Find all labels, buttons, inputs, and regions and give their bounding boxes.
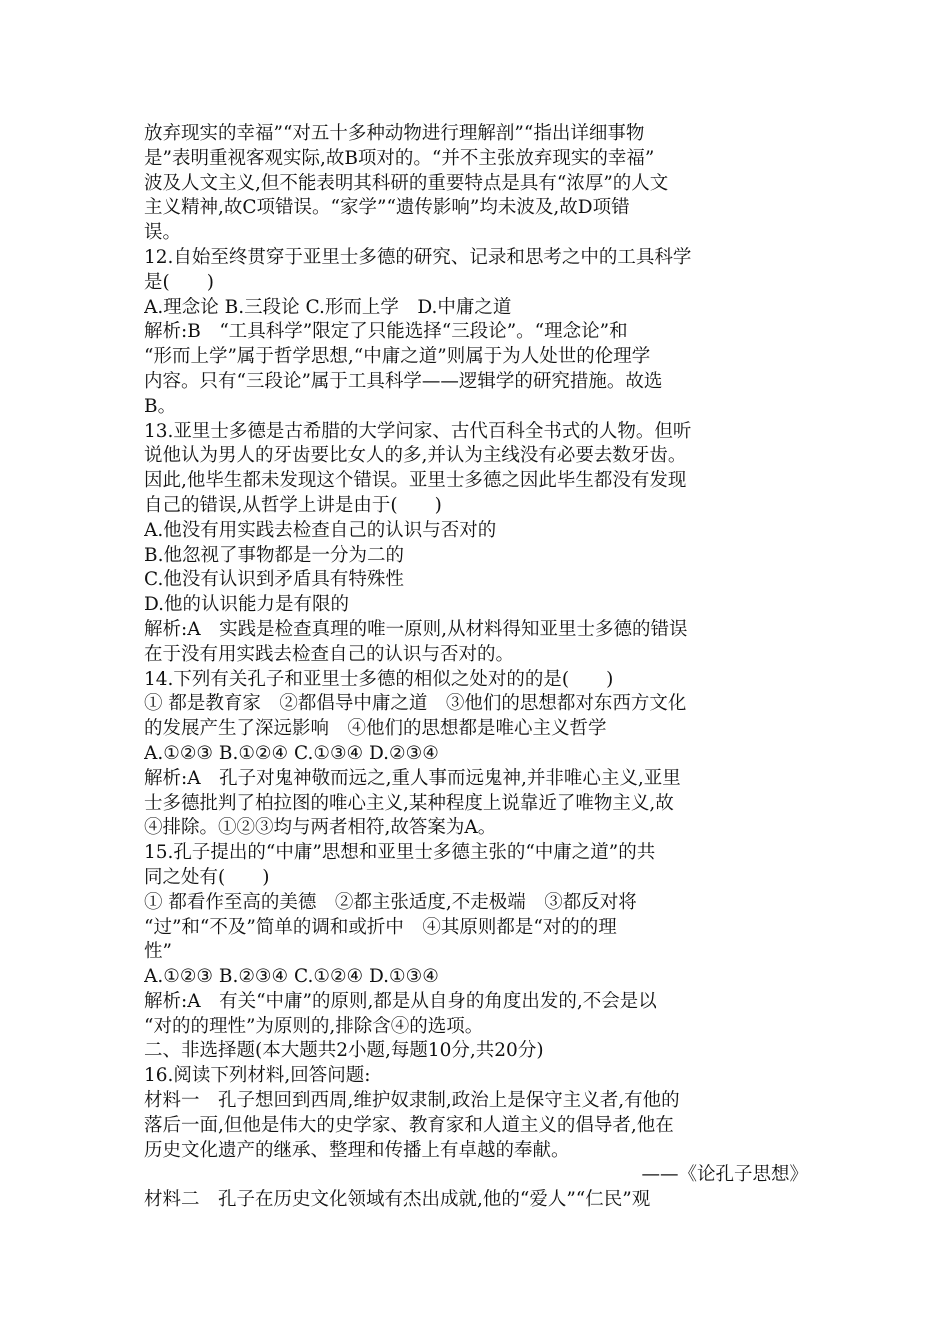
question-13-option-a: A.他没有用实践去检查自己的认识与否对的 [144,519,497,541]
question-14-stem: 14.下列有关孔子和亚里士多德的相似之处对的的是( ) [144,668,614,690]
text-line: 误。 [144,222,182,244]
section-heading: 二、非选择题(本大题共2小题,每题10分,共20分) [144,1040,544,1062]
question-16-stem: 16.阅读下列材料,回答问题: [144,1065,371,1087]
material-two: 材料二 孔子在历史文化领域有杰出成就,他的“爱人”“仁民”观 [144,1189,651,1211]
question-13-option-c: C.他没有认识到矛盾具有特殊性 [144,569,404,591]
question-12-analysis: B。 [144,395,177,417]
question-13-stem: 因此,他毕生都未发现这个错误。亚里士多德之因此毕生都没有发现 [144,470,687,492]
question-12-stem: 12.自始至终贯穿于亚里士多德的研究、记录和思考之中的工具科学 [144,246,692,268]
question-14-statements: ① 都是教育家 ②都倡导中庸之道 ③他们的思想都对东西方文化 [144,693,687,715]
text-line: 放弃现实的幸福”“对五十多种动物进行理解剖”“指出详细事物 [144,123,645,144]
question-15-analysis: “对的的理性”为原则的,排除含④的选项。 [144,1015,484,1037]
question-12-analysis: 解析:B “工具科学”限定了只能选择“三段论”。“理念论”和 [144,321,628,343]
question-12-stem: 是( ) [144,271,214,293]
question-14-analysis: 解析:A 孔子对鬼神敬而远之,重人事而远鬼神,并非唯心主义,亚里 [144,767,681,789]
question-14-options: A.①②③ B.①②④ C.①③④ D.②③④ [144,742,439,764]
question-15-statements: 性” [144,941,172,963]
question-13-stem: 说他认为男人的牙齿要比女人的多,并认为主线没有必要去数牙齿。 [144,445,687,467]
question-12-options: A.理念论 B.三段论 C.形而上学 D.中庸之道 [144,296,512,318]
question-13-option-d: D.他的认识能力是有限的 [144,594,350,616]
material-one: 落后一面,但他是伟大的史学家、教育家和人道主义的倡导者,他在 [144,1114,674,1136]
question-13-analysis: 在于没有用实践去检查自己的认识与否对的。 [144,643,515,665]
question-13-option-b: B.他忽视了事物都是一分为二的 [144,544,404,566]
material-one: 材料一 孔子想回到西周,维护奴隶制,政治上是保守主义者,有他的 [144,1090,680,1112]
question-13-stem: 13.亚里士多德是古希腊的大学问家、古代百科全书式的人物。但听 [144,420,692,442]
material-one: 历史文化遗产的继承、整理和传播上有卓越的奉献。 [144,1139,570,1161]
question-15-options: A.①②③ B.②③④ C.①②④ D.①③④ [144,966,439,988]
text-line: 波及人文主义,但不能表明其科研的重要特点是具有“浓厚”的人文 [144,172,669,194]
document-text [144,122,808,1213]
question-12-analysis: 内容。只有“三段论”属于工具科学——逻辑学的研究措施。故选 [144,370,663,392]
question-12-analysis: “形而上学”属于哲学思想,“中庸之道”则属于为人处世的伦理学 [144,346,651,368]
question-13-stem: 自己的错误,从哲学上讲是由于( ) [144,494,442,516]
question-15-analysis: 解析:A 有关“中庸”的原则,都是从自身的角度出发的,不会是以 [144,990,657,1012]
question-15-statements: “过”和“不及”简单的调和或折中 ④其原则都是“对的的理 [144,916,617,938]
text-line: 是”表明重视客观实际,故B项对的。“并不主张放弃现实的幸福” [144,147,655,169]
question-15-statements: ① 都看作至高的美德 ②都主张适度,不走极端 ③都反对将 [144,891,637,913]
question-14-statements: 的发展产生了深远影响 ④他们的思想都是唯心主义哲学 [144,718,607,740]
text-line: 主义精神,故C项错误。“家学”“遗传影响”均未波及,故D项错 [144,197,630,219]
question-15-stem: 同之处有( ) [144,866,270,888]
question-15-stem: 15.孔子提出的“中庸”思想和亚里士多德主张的“中庸之道”的共 [144,842,656,864]
question-14-analysis: ④排除。①②③均与两者相符,故答案为A。 [144,817,497,839]
question-14-analysis: 士多德批判了柏拉图的唯心主义,某种程度上说靠近了唯物主义,故 [144,792,674,814]
question-13-analysis: 解析:A 实践是检查真理的唯一原则,从材料得知亚里士多德的错误 [144,618,688,640]
material-one-source: ——《论孔子思想》 [641,1164,808,1186]
